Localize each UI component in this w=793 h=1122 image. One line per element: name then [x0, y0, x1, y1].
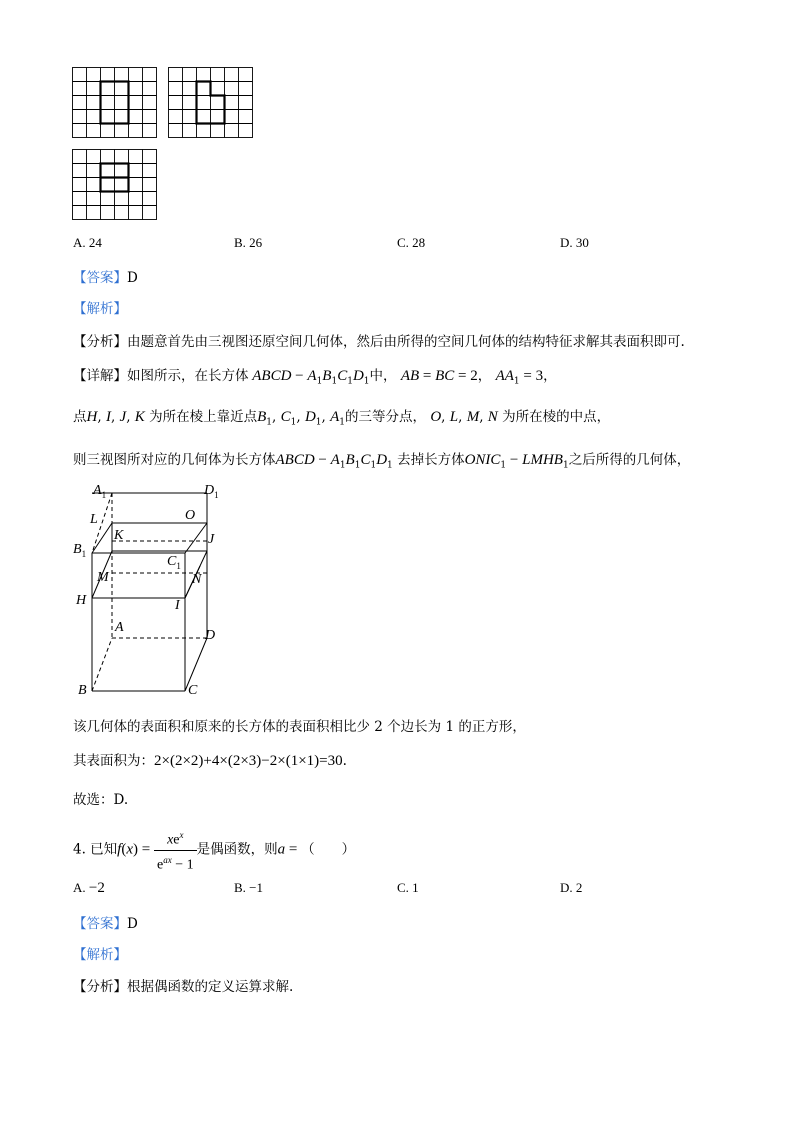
- q4-option-b: B. −1: [234, 880, 264, 895]
- xiangjie-text-1: 如图所示，在长方体: [127, 368, 249, 384]
- q3-option-d: D. 30: [560, 235, 589, 250]
- q4-stem: 4. 已知f(x) = $\frac{xe^x}{e^{ax} - 1}$ 是偶函数，则a = （ ）: [73, 826, 355, 860]
- q3-fenxi-line: [73, 330, 685, 350]
- q4-analysis-tag: 【解析】: [73, 947, 127, 963]
- xiangjie-text-2: 中，: [369, 368, 397, 384]
- answer-value: D: [127, 270, 138, 286]
- label-B1: $B_1$: [73, 542, 87, 559]
- label-D: D: [205, 628, 216, 643]
- then-text-2: 去掉长方体: [397, 452, 465, 468]
- label-K: K: [114, 528, 124, 543]
- q4-option-c: C. 1: [397, 880, 419, 895]
- then-text-3: 之后所得的几何体，: [568, 452, 691, 468]
- q4-fraction: $\frac{xe^x}{e^{ax} - 1}$: [154, 826, 197, 874]
- q3-then-line: 则三视图所对应的几何体为长方体ABCD − $A_1B_1C_1D_1$ 去掉长方体$ONIC_1$ − $LMHB_1$之后所得的几何体，: [73, 452, 691, 471]
- label-N: N: [192, 572, 202, 587]
- q4-answer-value: D: [127, 916, 138, 932]
- q3-option-b: B. 26: [234, 235, 263, 250]
- points-text-1: 点: [73, 409, 87, 425]
- q4-fenxi-line: [73, 975, 293, 995]
- q4-answer-tag: 【答案】: [73, 916, 127, 932]
- top-view-grid: [72, 149, 158, 221]
- label-A: A: [115, 620, 124, 635]
- q4-answer-line: [73, 912, 138, 932]
- side-view-grid: [168, 67, 254, 139]
- q3-result-line: 其表面积为：2×(2×2)+4×(2×3)−2×(1×1)=30.: [73, 753, 347, 769]
- label-J: J: [208, 532, 215, 547]
- q4-fenxi-text: 根据偶函数的定义运算求解.: [127, 979, 294, 995]
- q4-option-a: A. −2: [73, 880, 105, 896]
- fenxi-text: 由题意首先由三视图还原空间几何体，然后由所得的空间几何体的结构特征求解其表面积即可.: [127, 334, 685, 350]
- q4-suffix: 是偶函数，则: [196, 841, 278, 858]
- q3-option-c: C. 28: [397, 235, 426, 250]
- q3-points-line: 点H, I, J, K 为所在棱上靠近点$B_1$, $C_1$, $D_1$, $A_1$的三等分点， O, L, M, N 为所在棱的中点，: [73, 409, 611, 428]
- label-A1: $A_1$: [93, 483, 107, 500]
- q4-prefix: 4. 已知: [73, 841, 118, 858]
- label-D1: $D_1$: [204, 483, 219, 500]
- q4-analysis-line: [73, 943, 127, 963]
- points-text-2: 为所在棱上靠近点: [149, 409, 258, 425]
- q3-choose-line: 故选：D.: [73, 792, 129, 808]
- q4-fenxi-tag: 【分析】: [73, 979, 127, 995]
- q4-option-d: D. 2: [560, 880, 583, 895]
- xiangjie-tag: 【详解】: [73, 368, 127, 384]
- points-text-4: 为所在棱的中点，: [502, 409, 611, 425]
- front-view-grid: [72, 67, 158, 139]
- label-M: M: [97, 570, 109, 585]
- answer-tag: 【答案】: [73, 270, 127, 286]
- q3-answer-line: [73, 266, 138, 286]
- label-I: I: [175, 598, 180, 613]
- then-text-1: 则三视图所对应的几何体为长方体: [73, 452, 276, 468]
- q3-xiangjie-line: 【详解】如图所示，在长方体 ABCD − $A_1B_1C_1D_1$中， AB = BC = 2， $AA_1 = 3$，: [73, 368, 557, 387]
- label-H: H: [76, 593, 87, 608]
- points-text-3: 的三等分点，: [345, 409, 427, 425]
- q3-analysis-line: [73, 297, 127, 317]
- fenxi-tag: 【分析】: [73, 334, 127, 350]
- label-L: L: [90, 512, 98, 527]
- label-O: O: [185, 508, 196, 523]
- q3-surface-line: 该几何体的表面积和原来的长方体的表面积相比少 2 个边长为 1 的正方形，: [73, 719, 526, 735]
- label-C1: $C_1$: [167, 554, 181, 571]
- result-label: 其表面积为：: [73, 753, 154, 769]
- label-C: C: [188, 683, 198, 698]
- analysis-tag: 【解析】: [73, 301, 127, 317]
- label-B: B: [78, 683, 87, 698]
- q4-blank: （ ）: [301, 841, 356, 858]
- q3-option-a: A. 24: [73, 235, 102, 250]
